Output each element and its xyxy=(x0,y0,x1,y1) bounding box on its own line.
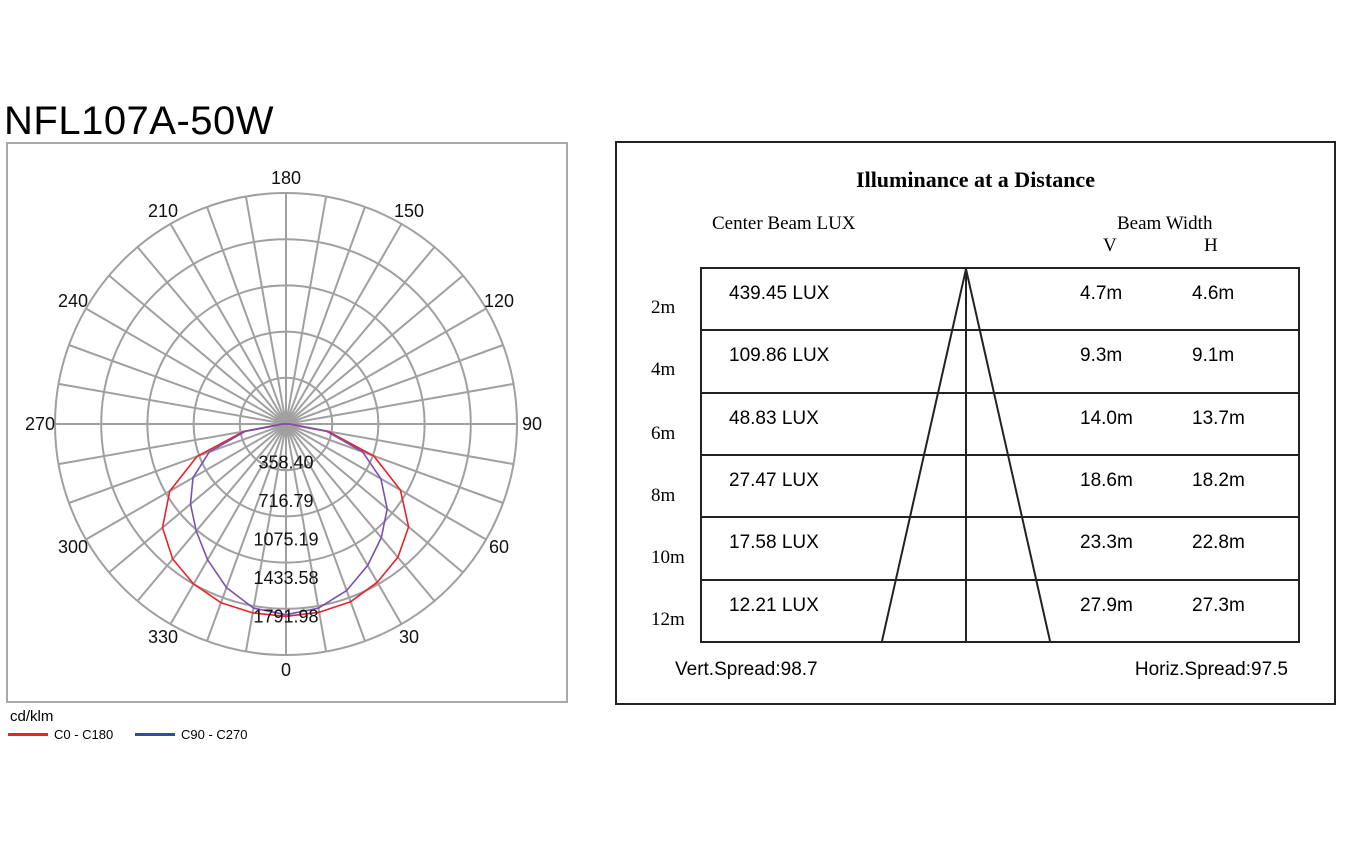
beam-width-v: 9.3m xyxy=(1080,345,1123,366)
angle-tick-label: 150 xyxy=(393,201,425,221)
beam-width-h: 4.6m xyxy=(1192,283,1235,304)
row-divider xyxy=(702,579,1298,581)
radial-tick-label: 1791.98 xyxy=(253,606,319,627)
beam-width-v: 14.0m xyxy=(1080,408,1133,429)
angle-tick-label: 240 xyxy=(57,291,89,311)
angle-tick-label: 0 xyxy=(280,660,292,680)
radial-tick-label: 716.79 xyxy=(258,491,314,511)
v-header: V xyxy=(1103,235,1117,256)
illuminance-panel xyxy=(615,141,1336,705)
product-title: NFL107A-50W xyxy=(4,99,275,143)
lux-value: 48.83 LUX xyxy=(729,408,819,429)
lux-value: 17.58 LUX xyxy=(729,532,819,553)
distance-label: 12m xyxy=(651,609,685,630)
beam-width-h: 22.8m xyxy=(1192,532,1245,553)
legend-label-c90: C90 - C270 xyxy=(181,727,248,742)
beam-width-h: 27.3m xyxy=(1192,595,1245,616)
legend-label-c0: C0 - C180 xyxy=(54,727,114,742)
row-divider xyxy=(702,454,1298,456)
radial-tick-label: 358.40 xyxy=(258,452,314,473)
angle-tick-label: 60 xyxy=(488,537,510,557)
unit-label: cd/klm xyxy=(10,708,54,725)
legend-item-c0 xyxy=(8,727,113,742)
horiz-spread: Horiz.Spread:97.5 xyxy=(1134,659,1288,680)
lux-value: 109.86 LUX xyxy=(729,345,830,366)
distance-label: 4m xyxy=(651,359,676,380)
beam-width-h: 9.1m xyxy=(1192,345,1235,366)
radial-tick-label: 1433.58 xyxy=(253,568,319,588)
angle-tick-label: 120 xyxy=(483,291,515,311)
angle-tick-label: 210 xyxy=(147,201,179,221)
legend-swatch-c90 xyxy=(135,733,175,736)
beam-width-v: 4.7m xyxy=(1080,283,1123,304)
angle-tick-label: 180 xyxy=(270,168,302,188)
beam-width-h: 13.7m xyxy=(1192,408,1245,429)
radial-tick-label: 1075.19 xyxy=(253,529,319,550)
lux-value: 27.47 LUX xyxy=(729,470,819,491)
angle-tick-label: 90 xyxy=(521,414,543,434)
beam-width-v: 27.9m xyxy=(1080,595,1133,616)
h-header: H xyxy=(1204,235,1218,256)
row-divider xyxy=(702,392,1298,394)
beam-width-v: 18.6m xyxy=(1080,470,1133,491)
row-divider xyxy=(702,516,1298,518)
beam-width-h: 18.2m xyxy=(1192,470,1245,491)
illuminance-title: Illuminance at a Distance xyxy=(856,167,1095,192)
row-divider xyxy=(702,329,1298,331)
beam-width-v: 23.3m xyxy=(1080,532,1133,553)
angle-tick-label: 300 xyxy=(57,537,89,557)
angle-tick-label: 330 xyxy=(147,627,179,647)
angle-tick-label: 270 xyxy=(24,414,56,434)
vert-spread: Vert.Spread:98.7 xyxy=(675,659,818,680)
polar-chart xyxy=(8,144,570,705)
distance-label: 2m xyxy=(651,297,676,318)
lux-value: 12.21 LUX xyxy=(729,595,819,616)
distance-label: 6m xyxy=(651,423,676,444)
center-beam-header: Center Beam LUX xyxy=(712,213,856,234)
lux-value: 439.45 LUX xyxy=(729,283,830,304)
legend-swatch-c0 xyxy=(8,733,48,736)
beam-width-header: Beam Width xyxy=(1117,213,1213,234)
legend-item-c90 xyxy=(135,727,247,742)
distance-label: 10m xyxy=(651,547,685,568)
polar-chart-frame xyxy=(6,142,568,703)
distance-label: 8m xyxy=(651,485,676,506)
angle-tick-label: 30 xyxy=(398,627,420,647)
illuminance-table xyxy=(700,267,1300,643)
